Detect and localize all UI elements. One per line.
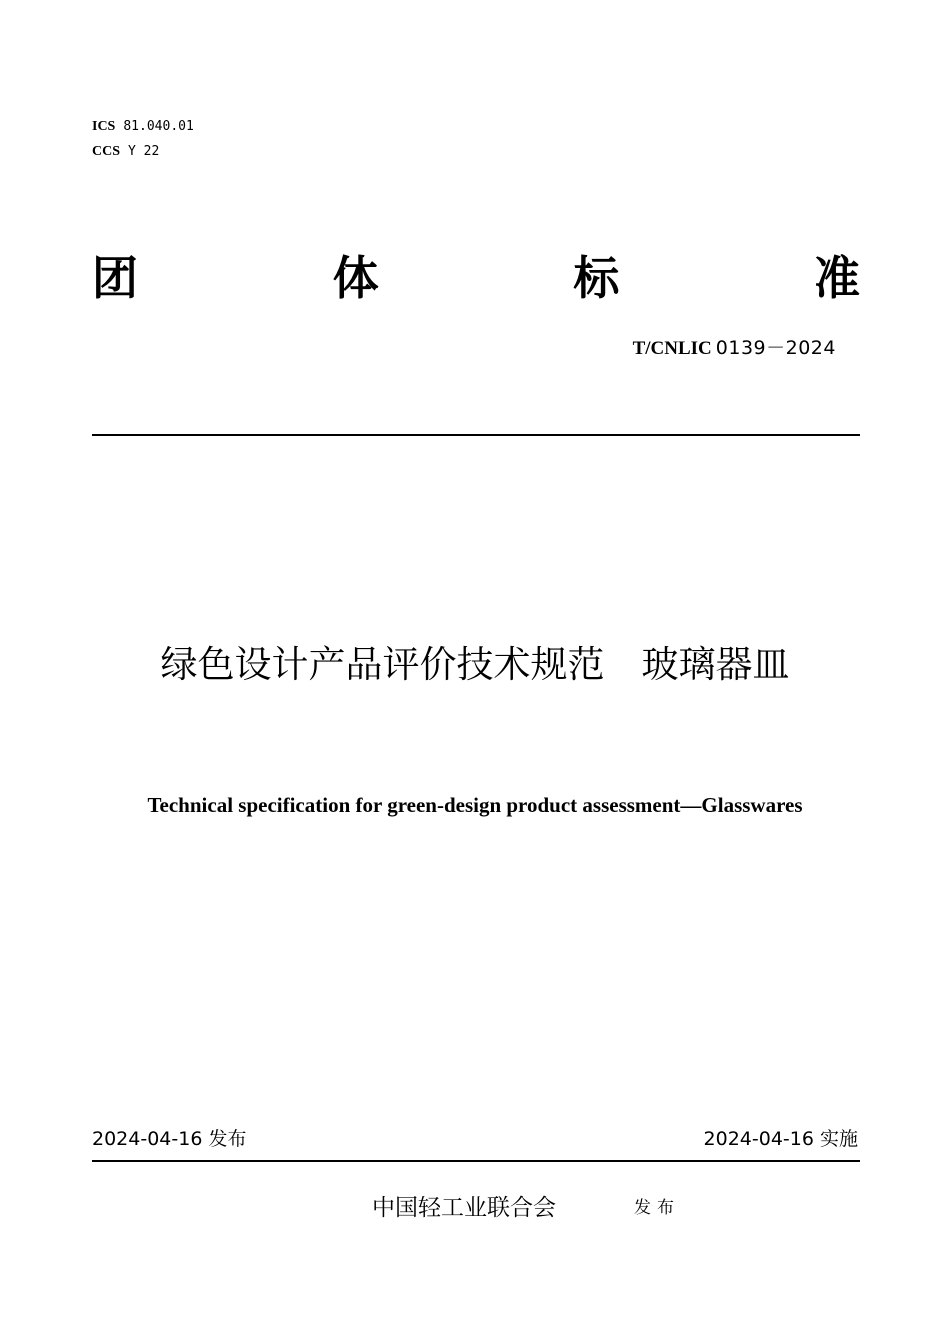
ccs-label: CCS	[92, 144, 121, 159]
ccs-classification	[92, 142, 159, 161]
standard-number	[633, 337, 836, 360]
standard-type-char: 准	[813, 251, 860, 305]
publisher-action: 发布	[634, 1198, 680, 1218]
ics-classification	[92, 117, 194, 136]
title-english: Technical specification for green-design product assessment—Glasswares	[147, 793, 803, 817]
standard-code: T/CNLIC	[632, 338, 712, 359]
standard-type-char: 团	[92, 251, 138, 305]
standard-type-char: 体	[332, 251, 379, 305]
header-divider	[92, 434, 860, 436]
standard-number-value: 0139－2024	[715, 337, 836, 359]
title-chinese: 绿色设计产品评价技术规范 玻璃器皿	[160, 643, 790, 686]
publisher-name: 中国轻工业联合会	[372, 1195, 556, 1221]
standard-type-heading	[92, 250, 860, 306]
implementation-date: 2024-04-16 实施	[703, 1128, 858, 1150]
ics-value: 81.040.01	[123, 119, 194, 134]
issue-date: 2024-04-16 发布	[92, 1128, 247, 1150]
ics-label: ICS	[92, 119, 116, 134]
footer-divider	[92, 1160, 860, 1162]
ccs-value: Y 22	[128, 144, 160, 159]
standard-type-char: 标	[573, 251, 620, 305]
